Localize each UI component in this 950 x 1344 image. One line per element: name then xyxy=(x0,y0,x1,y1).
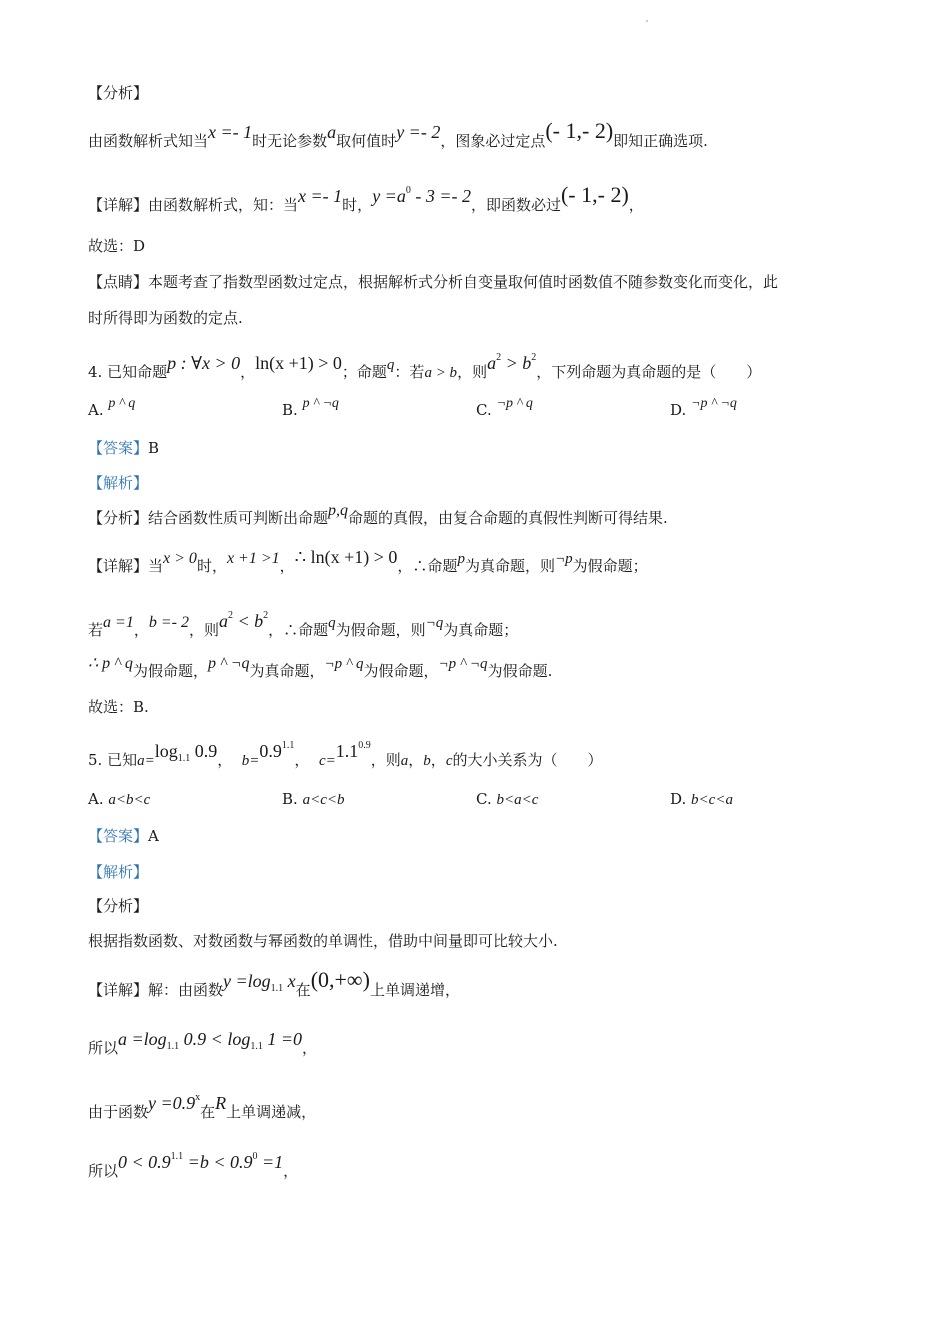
q4-analysis xyxy=(88,502,880,530)
text-segment: B. xyxy=(282,401,298,419)
text-segment: ¬p ^ q xyxy=(496,396,533,411)
q4-detail-1 xyxy=(88,547,880,578)
math-group xyxy=(148,1093,200,1113)
text-segment: 0.9 xyxy=(358,740,371,751)
text-segment: 0.9 xyxy=(259,741,282,761)
text-segment: 故选：D xyxy=(88,237,146,255)
text-segment: a<c<b xyxy=(302,792,345,808)
text-segment: A. xyxy=(88,401,104,419)
text-segment: 即知正确选项. xyxy=(613,132,708,150)
text-segment: ， xyxy=(133,621,149,639)
q5-detail-4 xyxy=(88,1151,880,1182)
text-segment: ¬p ^ q xyxy=(324,656,364,672)
text-segment: a > b xyxy=(424,365,458,381)
text-segment: ， xyxy=(283,1162,299,1180)
text-segment: 为假命题. xyxy=(487,662,553,680)
q5-answer xyxy=(88,825,880,847)
q4-option-a xyxy=(88,396,136,420)
text-segment: ， xyxy=(217,751,233,769)
q5-detail-1 xyxy=(88,967,880,1008)
text-segment: b xyxy=(423,753,431,769)
text-segment: 【详解】 xyxy=(88,557,149,575)
text-segment: 【详解】 xyxy=(88,981,149,999)
text-segment: b= xyxy=(241,753,260,769)
text-segment: x =- 1 xyxy=(208,122,253,142)
text-segment: 1.1 xyxy=(335,741,359,761)
text-segment: 5. 已知 xyxy=(88,751,138,769)
text-segment: ，则 xyxy=(370,751,401,769)
text-segment: 由于函数 xyxy=(88,1103,149,1121)
text-segment: 为真命题， xyxy=(249,662,325,680)
text-segment: ，图象必过定点 xyxy=(440,132,546,150)
text-segment: < b xyxy=(232,611,264,631)
text-segment: x =- 1 xyxy=(298,186,343,206)
math-group xyxy=(219,611,268,631)
text-segment: 1 =0 xyxy=(262,1029,302,1049)
text-segment: 【分析】 xyxy=(88,897,149,915)
text-segment: C. xyxy=(476,790,492,808)
q5-option-c xyxy=(476,790,538,809)
text-segment: y =a xyxy=(372,186,406,206)
q4-choose xyxy=(88,696,880,718)
math-group xyxy=(118,1152,283,1172)
text-segment: (0,+∞) xyxy=(310,967,370,992)
text-segment: 0 < 0.9 xyxy=(118,1152,171,1172)
text-segment: > b xyxy=(501,353,532,373)
text-segment: 时， xyxy=(342,196,373,214)
q5-stem xyxy=(88,740,880,778)
text-segment: p ^ q xyxy=(108,396,136,411)
text-segment: 2 xyxy=(263,610,269,621)
text-segment: a xyxy=(218,611,228,631)
text-segment: 【分析】 xyxy=(88,84,149,102)
text-segment: 1.1 xyxy=(170,1151,184,1162)
text-segment: 时， xyxy=(196,557,227,575)
math-group xyxy=(336,741,371,761)
text-segment: log xyxy=(154,741,178,761)
text-segment: b<a<c xyxy=(496,792,539,808)
text-segment: p ^ ¬q xyxy=(207,655,250,672)
math-group xyxy=(118,1029,302,1052)
q4-option-b xyxy=(282,396,339,420)
text-segment: - 3 =- 2 xyxy=(410,186,471,206)
text-segment: 【答案】 xyxy=(88,827,149,845)
text-segment: 结合函数性质可判断出命题 xyxy=(148,509,329,527)
text-segment: ，∴命题 xyxy=(268,621,329,639)
text-segment: 【点睛】 xyxy=(88,273,149,291)
text-segment: q xyxy=(386,357,395,373)
text-segment: 所以 xyxy=(88,1039,119,1057)
text-segment: 解：由函数 xyxy=(148,981,224,999)
text-segment: 当 xyxy=(148,557,164,575)
text-segment: c xyxy=(445,753,453,769)
text-segment: ：若 xyxy=(394,363,425,381)
text-segment: a =1 xyxy=(103,614,134,631)
q5-detail-3 xyxy=(88,1092,880,1123)
text-segment: 为假命题； xyxy=(572,557,648,575)
text-segment: 【详解】 xyxy=(88,196,149,214)
text-segment: b =- 2 xyxy=(148,614,189,631)
q4-option-d xyxy=(670,396,737,420)
text-segment: 时无论参数 xyxy=(252,132,328,150)
q5-option-b xyxy=(282,790,344,809)
text-segment: C. xyxy=(476,401,492,419)
text-segment: R xyxy=(215,1093,227,1113)
q4-jiexi-tag xyxy=(88,472,880,494)
math-group xyxy=(223,971,296,994)
text-segment: a xyxy=(327,122,337,142)
text-segment: ，则 xyxy=(188,621,219,639)
text-segment: ， xyxy=(430,751,446,769)
text-segment: 根据指数函数、对数函数与幂函数的单调性，借助中间量即可比较大小. xyxy=(88,932,558,950)
q4-stem xyxy=(88,352,880,384)
text-segment: 【答案】 xyxy=(88,439,149,457)
q3-comment-line-1 xyxy=(88,271,880,293)
text-segment: a =log xyxy=(118,1029,167,1049)
text-segment: =1 xyxy=(257,1152,284,1172)
text-segment: 【分析】 xyxy=(88,509,149,527)
q3-comment-line-2 xyxy=(88,307,880,329)
text-segment: 0 xyxy=(405,185,411,196)
math-group xyxy=(154,741,218,764)
text-segment: a xyxy=(400,753,409,769)
text-segment: ln(x +1) > 0 xyxy=(255,353,342,373)
text-segment: ，∴命题 xyxy=(397,557,458,575)
q3-analysis-tag xyxy=(88,82,880,104)
text-segment: 【解析】 xyxy=(88,474,149,492)
text-segment: 若 xyxy=(88,621,104,639)
text-segment: 为假命题， xyxy=(363,662,439,680)
text-segment: (- 1,- 2) xyxy=(560,182,629,207)
math-group xyxy=(487,353,536,373)
text-segment: 由函数解析式，知：当 xyxy=(148,196,299,214)
text-segment: 【解析】 xyxy=(88,863,149,881)
text-segment: ，即函数必过 xyxy=(470,196,561,214)
text-segment: a xyxy=(487,353,497,373)
text-segment: ¬p ^ ¬q xyxy=(691,396,737,411)
q5-analysis xyxy=(88,930,880,952)
q5-option-d xyxy=(670,790,733,809)
text-segment: 1.1 xyxy=(270,983,284,994)
text-segment: 在 xyxy=(200,1103,216,1121)
text-segment: =b < 0.9 xyxy=(183,1152,253,1172)
text-segment: ∴ p ^ q xyxy=(88,655,133,672)
text-segment: p xyxy=(457,551,465,567)
text-segment: y =0.9 xyxy=(148,1093,196,1113)
text-segment: x +1 >1 xyxy=(226,550,280,567)
text-segment: x xyxy=(195,1092,201,1103)
text-segment: ， xyxy=(294,751,310,769)
text-segment: q xyxy=(328,615,336,631)
q4-detail-2 xyxy=(88,610,880,642)
text-segment: B xyxy=(148,439,160,457)
text-segment: ， xyxy=(240,363,256,381)
text-segment: 1.1 xyxy=(281,740,295,751)
q5-detail-2 xyxy=(88,1029,880,1066)
text-segment: 本题考查了指数型函数过定点，根据解析式分析自变量取何值时函数值不随参数变化而变化，此 xyxy=(148,273,779,291)
text-segment: A. xyxy=(88,790,104,808)
text-segment: 所以 xyxy=(88,1162,119,1180)
text-segment: x > 0 xyxy=(163,550,197,567)
math-group xyxy=(372,186,471,206)
text-segment: y =log xyxy=(223,971,271,991)
q3-analysis-line xyxy=(88,118,880,152)
q4-detail-3 xyxy=(88,655,880,683)
q5-analysis-tag xyxy=(88,895,880,917)
text-segment: 为真命题，则 xyxy=(464,557,555,575)
text-segment: 由函数解析式知当 xyxy=(88,132,209,150)
text-segment: (- 1,- 2) xyxy=(545,118,614,143)
text-segment: ， xyxy=(408,751,424,769)
text-segment: 2 xyxy=(531,352,537,363)
q4-answer xyxy=(88,437,880,459)
q3-detail-line xyxy=(88,182,880,216)
text-segment: x xyxy=(283,971,296,991)
text-segment: 为假命题，则 xyxy=(335,621,426,639)
text-segment: 在 xyxy=(295,981,311,999)
text-segment: 为假命题， xyxy=(132,662,208,680)
text-segment: a<b<c xyxy=(108,792,151,808)
text-segment: ， xyxy=(301,1039,317,1057)
text-segment: 时所得即为函数的定点. xyxy=(88,309,243,327)
text-segment: D. xyxy=(670,401,687,419)
text-segment: ，则 xyxy=(457,363,488,381)
text-segment: D. xyxy=(670,790,687,808)
text-segment: ， xyxy=(279,557,295,575)
q5-option-a xyxy=(88,790,150,809)
text-segment: ∴ ln(x +1) > 0 xyxy=(294,547,398,567)
text-segment: c= xyxy=(318,753,336,769)
text-segment: 故选：B. xyxy=(88,698,149,716)
text-segment: 1.1 xyxy=(166,1041,180,1052)
text-segment: p : ∀x > 0 xyxy=(167,353,241,373)
page-dot-mark xyxy=(646,20,648,22)
math-group xyxy=(259,741,294,761)
text-segment: 1.1 xyxy=(250,1041,263,1052)
text-segment: p,q xyxy=(328,502,349,519)
text-segment: ¬q xyxy=(425,615,444,631)
text-segment: 命题的真假，由复合命题的真假性判断可得结果. xyxy=(348,509,668,527)
text-segment: 0.9 xyxy=(190,741,218,761)
q5-jiexi-tag xyxy=(88,861,880,883)
text-segment: ¬p xyxy=(554,551,573,567)
text-segment: p ^ ¬q xyxy=(302,396,339,411)
text-segment: a= xyxy=(137,753,155,769)
text-segment: 2 xyxy=(496,352,502,363)
text-segment: 2 xyxy=(227,610,233,621)
text-segment: 1.1 xyxy=(177,753,191,764)
text-segment: A xyxy=(148,827,159,845)
text-segment: 0.9 < log xyxy=(179,1029,251,1049)
text-segment: ¬p ^ ¬q xyxy=(438,656,488,672)
text-segment: 0 xyxy=(252,1151,258,1162)
text-segment: 4. 已知命题 xyxy=(88,363,168,381)
text-segment: 上单调递减， xyxy=(226,1103,317,1121)
q3-choose xyxy=(88,235,880,257)
text-segment: ；命题 xyxy=(341,363,387,381)
text-segment: ， xyxy=(628,196,644,214)
text-segment: y =- 2 xyxy=(396,122,441,142)
text-segment: 取何值时 xyxy=(336,132,397,150)
text-segment: ，下列命题为真命题的是（ ） xyxy=(536,363,762,381)
text-segment: B. xyxy=(282,790,298,808)
text-segment: 上单调递增， xyxy=(369,981,460,999)
text-segment: 的大小关系为（ ） xyxy=(452,751,603,769)
text-segment: 为真命题； xyxy=(443,621,519,639)
text-segment: b<c<a xyxy=(691,792,733,808)
q4-option-c xyxy=(476,396,533,420)
